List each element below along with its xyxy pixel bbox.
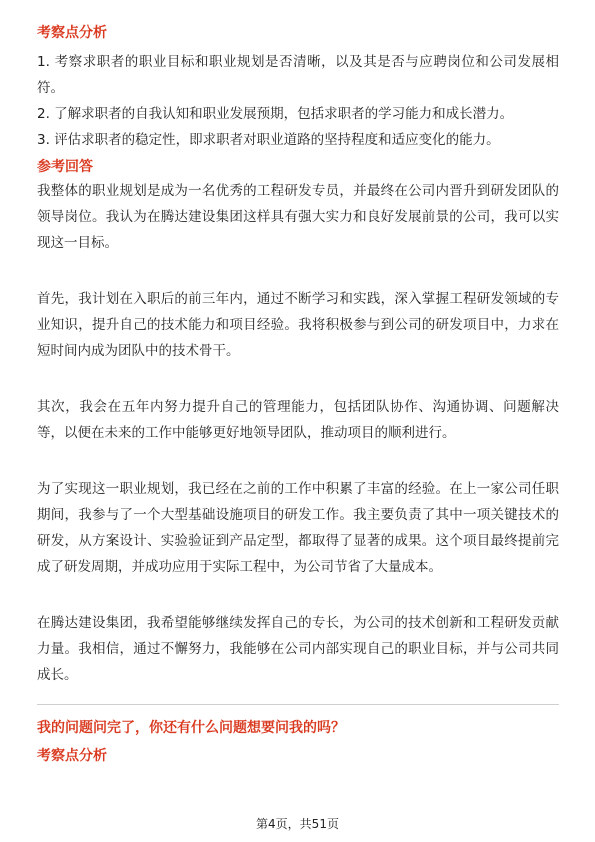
section-divider xyxy=(37,704,559,705)
document-page xyxy=(37,22,559,767)
analysis-heading: 考察点分析 xyxy=(37,25,107,41)
answer-paragraph-4: 为了实现这一职业规划，我已经在之前的工作中积累了丰富的经验。在上一家公司任职期间，我参与了一个大型基础设施项目的研发工作。我主要负责了其中一项关键技术的研发，从方案设计、实验验证到产品定型，都取得了显著的成果。这个项目最终提前完成了研发周期，并成功应用于实际工程中，为公司节省了大量成本。 xyxy=(37,481,559,575)
answer-paragraph-1: 我整体的职业规划是成为一名优秀的工程研发专员，并最终在公司内晋升到研发团队的领导岗位。我认为在腾达建设集团这样具有强大实力和良好发展前景的公司，我可以实现这一目标。 xyxy=(37,183,559,251)
analysis-item-3: 3. 评估求职者的稳定性，即求职者对职业道路的坚持程度和适应变化的能力。 xyxy=(37,132,500,148)
analysis-item-1: 1. 考察求职者的职业目标和职业规划是否清晰，以及其是否与应聘岗位和公司发展相符。 xyxy=(37,54,559,96)
next-analysis-heading: 考察点分析 xyxy=(37,748,107,764)
answer-paragraph-5: 在腾达建设集团，我希望能够继续发挥自己的专长，为公司的技术创新和工程研发贡献力量。我相信，通过不懈努力，我能够在公司内部实现自己的职业目标，并与公司共同成长。 xyxy=(37,615,559,683)
paragraph-gap xyxy=(37,256,559,286)
answer-paragraph-2: 首先，我计划在入职后的前三年内，通过不断学习和实践，深入掌握工程研发领域的专业知识，提升自己的技术能力和项目经验。我将积极参与到公司的研发项目中，力求在短时间内成为团队中的技术骨干。 xyxy=(37,291,559,359)
page-number: 第4页，共51页 xyxy=(256,817,339,831)
paragraph-gap xyxy=(37,364,559,394)
interview-question: 我的问题问完了，你还有什么问题想要问我的吗？ xyxy=(37,720,345,736)
reference-answer-heading: 参考回答 xyxy=(37,159,93,175)
paragraph-gap xyxy=(37,446,559,476)
answer-paragraph-3: 其次，我会在五年内努力提升自己的管理能力，包括团队协作、沟通协调、问题解决等，以便在未来的工作中能够更好地领导团队，推动项目的顺利进行。 xyxy=(37,399,559,441)
paragraph-gap xyxy=(37,580,559,610)
analysis-item-2: 2. 了解求职者的自我认知和职业发展预期，包括求职者的学习能力和成长潜力。 xyxy=(37,106,514,122)
